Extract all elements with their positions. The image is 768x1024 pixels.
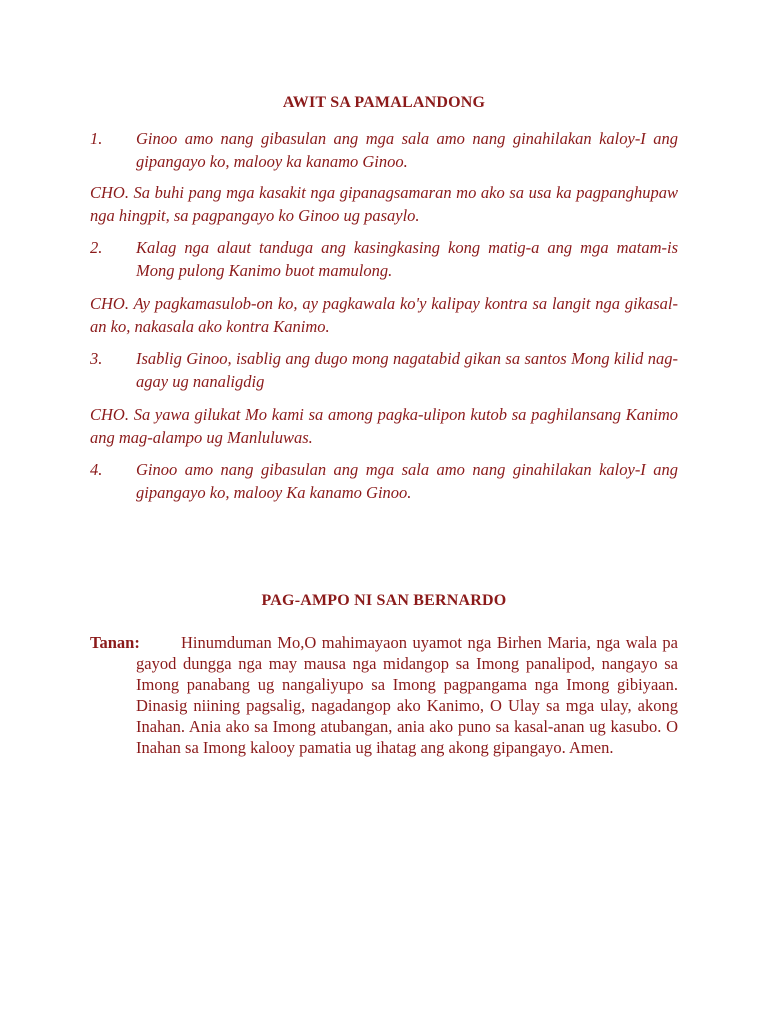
verse-text: Isablig Ginoo, isablig ang dugo mong nagatabid gikan sa santos Mong kilid nag-agay ug nanaligdig [136,349,678,391]
verse-text: Kalag nga alaut tanduga ang kasingkasing kong matig-a ang mga matam-is Mong pulong Kanimo buot mamulong. [136,238,678,280]
verse-text: Ginoo amo nang gibasulan ang mga sala amo nang ginahilakan kaloy-I ang gipangayo ko, malooy ka kanamo Ginoo. [136,129,678,171]
verse-number: 2. [90,238,103,257]
song-title: AWIT SA PAMALANDONG [282,94,486,111]
chorus-1: CHO. Sa buhi pang mga kasakit nga gipanagsamaran mo ako sa usa ka pagpanghupaw nga hingpit, sa pagpangayo ko Ginoo ug pasaylo. [90,183,678,225]
verse-text: Ginoo amo nang gibasulan ang mga sala amo nang ginahilakan kaloy-I ang gipangayo ko, malooy Ka kanamo Ginoo. [136,460,678,502]
verse-3 [90,348,678,393]
verse-4 [90,459,678,504]
prayer-text: Hinumduman Mo,O mahimayaon uyamot nga Birhen Maria, nga wala pa gayod dungga nga may mausa nga midangop sa Imong panalipod, nangayo sa Imong panabang ug nangaliyupo sa Imong pagpangama nga Imong gibiyaan. Dinasig niining pagsalig, nagadangop ako Kanimo, O Ulay sa mga ulay, akong Inahan. Ania ako sa Imong atubangan, ania ako puno sa kasal-anan ug kasubo. O Inahan sa Imong kalooy pamatia ug ihatag ang akong gipangayo. Amen. [136,633,678,757]
verse-number: 4. [90,460,103,479]
verse-1 [90,128,678,173]
verse-number: 1. [90,129,103,148]
chorus-3: CHO. Sa yawa gilukat Mo kami sa among pagka-ulipon kutob sa paghilansang Kanimo ang mag-alampo ug Manluluwas. [90,405,678,447]
prayer-block [90,632,678,758]
verse-number: 3. [90,349,103,368]
verse-2 [90,237,678,282]
prayer-title: PAG-AMPO NI SAN BERNARDO [261,592,507,609]
prayer-label: Tanan: [90,633,140,652]
chorus-2: CHO. Ay pagkamasulob-on ko, ay pagkawala ko'y kalipay kontra sa langit nga gikasal-an ko, nakasala ako kontra Kanimo. [90,294,678,336]
